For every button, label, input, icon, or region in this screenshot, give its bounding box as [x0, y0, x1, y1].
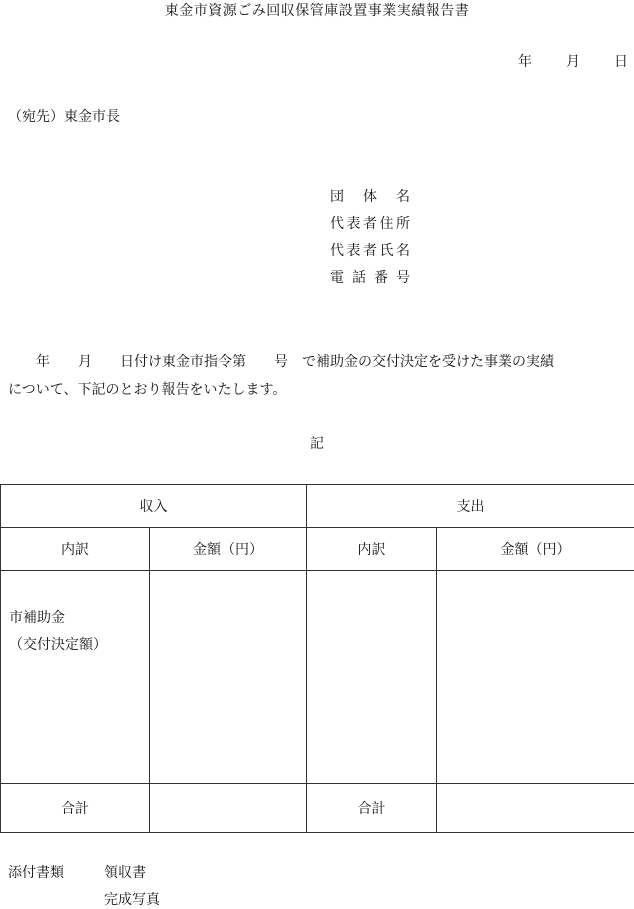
- ki-heading: 記: [310, 436, 324, 452]
- income-header: 収入: [1, 485, 307, 528]
- table-total-row: [1, 784, 634, 833]
- group-name-label: 団体名: [330, 189, 410, 205]
- expense-header: 支出: [307, 485, 634, 528]
- addressee: （宛先）東金市長: [8, 109, 120, 125]
- expense-total-amount-cell: [437, 784, 634, 833]
- phone-row: [330, 271, 410, 285]
- expense-total-label: 合計: [307, 784, 437, 833]
- attachment-item: 完成写真: [104, 892, 160, 908]
- table-row: [1, 571, 634, 784]
- rep-address-row: [330, 217, 410, 231]
- date-year-unit: 年: [518, 54, 532, 70]
- income-total-label: 合計: [1, 784, 150, 833]
- income-amount-header: 金額（円）: [150, 528, 307, 571]
- group-name-row: [330, 190, 410, 204]
- table-subheader-row: [1, 528, 634, 571]
- rep-name-row: [330, 244, 410, 258]
- body-text-line-1: 年 月 日付け東金市指令第 号 で補助金の交付決定を受けた事業の実績: [8, 354, 554, 370]
- expense-amount-header: 金額（円）: [437, 528, 634, 571]
- expense-breakdown-header: 内訳: [307, 528, 437, 571]
- expense-breakdown-cell: [307, 571, 437, 784]
- rep-name-label: 代表者氏名: [330, 243, 410, 259]
- date-month-unit: 月: [566, 54, 580, 70]
- phone-label: 電話番号: [330, 270, 410, 286]
- income-item-name: 市補助金: [9, 610, 65, 626]
- income-amount-cell: [150, 571, 307, 784]
- attachment-item: 領収書: [104, 865, 146, 881]
- rep-address-label: 代表者住所: [330, 216, 410, 232]
- body-text-line-2: について、下記のとおり報告をいたします。: [8, 382, 287, 398]
- page-title: 東金市資源ごみ回収保管庫設置事業実績報告書: [164, 3, 470, 19]
- table-header-row: [1, 485, 634, 528]
- date-day-unit: 日: [614, 54, 628, 70]
- income-breakdown-cell: [1, 571, 150, 784]
- income-item-note: （交付決定額）: [9, 637, 107, 653]
- date-line: [518, 55, 628, 69]
- attachments-label: 添付書類: [8, 865, 64, 881]
- income-breakdown-header: 内訳: [1, 528, 150, 571]
- income-total-amount-cell: [150, 784, 307, 833]
- expense-amount-cell: [437, 571, 634, 784]
- income-expense-table: [0, 484, 634, 833]
